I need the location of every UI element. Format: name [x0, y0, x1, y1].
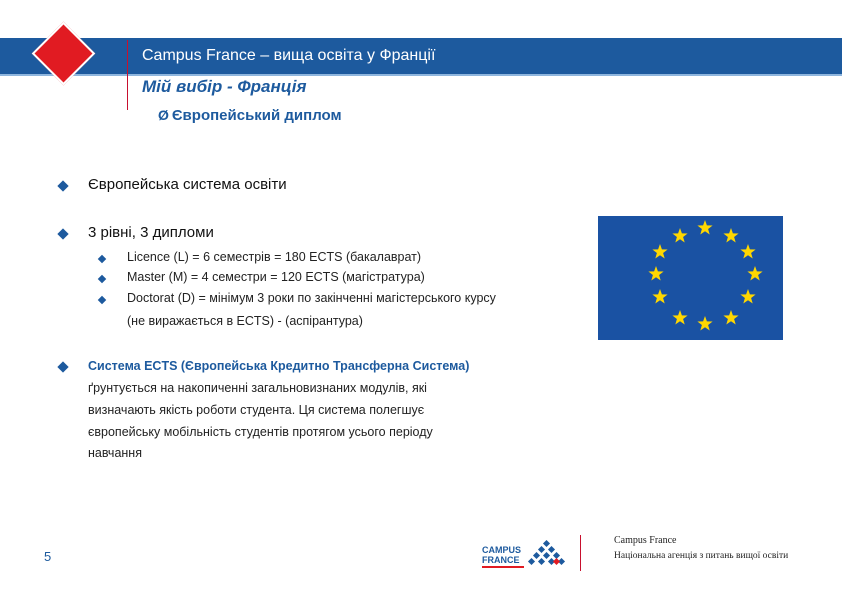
section-heading-text: Європейський диплом	[171, 107, 342, 124]
campus-france-logo-icon	[482, 537, 572, 571]
arrow-bullet-icon: Ø	[158, 107, 169, 123]
footer-tagline: Національна агенція з питань вищої освіти	[614, 551, 789, 561]
diamond-bullet-icon	[98, 275, 106, 283]
flag-star-icon	[740, 289, 755, 304]
ects-line: ґрунтується на накопиченні загальновизнаних модулів, які	[88, 381, 427, 395]
flag-star-icon	[648, 266, 663, 281]
logo-text-campus: CAMPUS	[482, 545, 522, 555]
flag-star-icon	[723, 228, 738, 243]
flag-star-icon	[672, 310, 687, 325]
page-number: 5	[44, 549, 52, 564]
header-title: Campus France – вища освіта у Франції	[142, 47, 436, 64]
page-title: Мій вибір - Франція	[142, 77, 307, 96]
sub-item-doctorat-cont: (не виражається в ECTS) - (аспірантура)	[127, 314, 363, 328]
ects-line: визначають якість роботи студента. Ця система полегшує	[88, 403, 425, 417]
sub-item-master: Master (M) = 4 семестри = 120 ECTS (магістратура)	[127, 270, 425, 284]
flag-star-icon	[723, 310, 738, 325]
ects-heading: Система ECTS (Європейська Кредитно Трансферна Система)	[88, 359, 470, 373]
flag-star-icon	[697, 316, 712, 331]
flag-star-icon	[740, 244, 755, 259]
flag-star-icon	[697, 220, 712, 235]
logo-text-france: FRANCE	[482, 555, 520, 565]
bullet-levels: 3 рівні, 3 дипломи	[88, 224, 214, 241]
diamond-bullet-icon	[57, 228, 68, 239]
flag-star-icon	[672, 228, 687, 243]
flag-star-icon	[652, 289, 667, 304]
bullet-system: Європейська система освіти	[88, 176, 287, 193]
ects-line: навчання	[88, 446, 142, 460]
diamond-bullet-icon	[98, 296, 106, 304]
header-divider	[127, 40, 128, 110]
eu-flag-icon	[598, 216, 783, 340]
flag-star-icon	[652, 244, 667, 259]
sub-item-doctorat: Doctorat (D) = мінімум 3 роки по закінченні магістерського курсу	[127, 291, 496, 305]
section-heading	[158, 107, 342, 124]
footer-org: Campus France	[614, 535, 677, 546]
sub-item-licence: Licence (L) = 6 семестрів = 180 ECTS (бакалаврат)	[127, 250, 422, 264]
diamond-bullet-icon	[57, 180, 68, 191]
footer-divider	[580, 535, 581, 571]
flag-star-icon	[747, 266, 762, 281]
diamond-bullet-icon	[57, 361, 68, 372]
ects-line: європейську мобільність студентів протягом усього періоду	[88, 425, 433, 439]
diamond-bullet-icon	[98, 255, 106, 263]
